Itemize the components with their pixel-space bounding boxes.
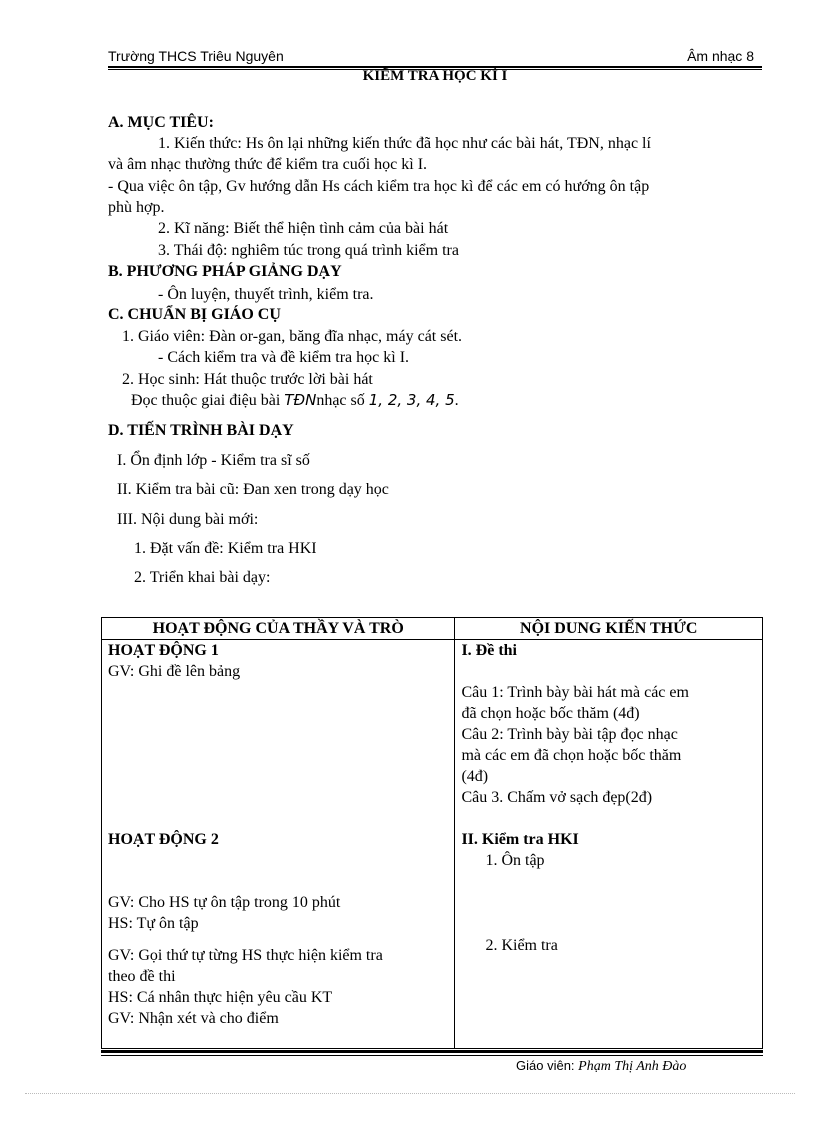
footer-rule-thin <box>101 1055 763 1056</box>
question-2-line1: Câu 2: Trình bày bài tập đọc nhạc <box>461 726 678 743</box>
footer-rule <box>101 1050 763 1053</box>
section-d-item2: II. Kiểm tra bài cũ: Đan xen trong dạy học <box>117 481 389 498</box>
activity-2-hs: HS: Tự ôn tập <box>108 915 199 932</box>
content-cell <box>455 640 763 1049</box>
activity-2-gv3-line2: theo đề thi <box>108 968 176 985</box>
page-bottom-border <box>25 1093 795 1094</box>
section-a-p2-line2: phù hợp. <box>108 199 165 216</box>
table-header-row <box>102 618 763 640</box>
lesson-table <box>101 617 763 1049</box>
section-c-p4-period: . <box>454 392 459 409</box>
section-a-p4: 3. Thái độ: nghiêm túc trong quá trình kiểm tra <box>158 242 459 259</box>
section-b-p1: - Ôn luyện, thuyết trình, kiểm tra. <box>158 286 374 303</box>
section-c-p4-numbers: 1, 2, 3, 4, 5 <box>368 391 455 409</box>
page-title: KIỂM TRA HỌC KÌ I <box>362 68 508 84</box>
section-b-heading: B. PHƯƠNG PHÁP GIẢNG DẠY <box>108 263 342 280</box>
activity-1-heading: HOẠT ĐỘNG 1 <box>108 642 219 659</box>
col2-header: NỘI DUNG KIẾN THỨC <box>455 618 763 640</box>
section-d-item4: 1. Đặt vấn đề: Kiểm tra HKI <box>134 540 317 557</box>
section-c-p3: 2. Học sinh: Hát thuộc trước lời bài hát <box>122 371 373 388</box>
section-c-heading: C. CHUẨN BỊ GIÁO CỤ <box>108 306 281 323</box>
content-s2-heading: II. Kiểm tra HKI <box>461 831 579 848</box>
activities-cell <box>102 640 455 1049</box>
activity-1-gv: GV: Ghi đề lên bảng <box>108 663 241 680</box>
page-header <box>108 48 762 66</box>
section-c-p2: - Cách kiểm tra và đề kiểm tra học kì I. <box>158 349 410 366</box>
teacher-name: Phạm Thị Anh Đào <box>578 1059 687 1074</box>
section-a-p3: 2. Kĩ năng: Biết thể hiện tình cảm của bài hát <box>158 220 449 237</box>
section-a-p2-line1: - Qua việc ôn tập, Gv hướng dẫn Hs cách kiểm tra học kì để các em có hướng ôn tập <box>108 178 650 195</box>
section-c-p4-text-c: nhạc số <box>316 392 365 409</box>
table-row <box>102 640 763 1049</box>
activity-2-gv: GV: Cho HS tự ôn tập trong 10 phút <box>108 894 341 911</box>
section-a-p1-line1: 1. Kiến thức: Hs ôn lại những kiến thức đã học như các bài hát, TĐN, nhạc lí <box>158 135 651 152</box>
teacher-signature <box>516 1058 686 1075</box>
section-c-p4-tdn: TĐN <box>284 391 317 409</box>
section-d-heading: D. TIẾN TRÌNH BÀI DẠY <box>108 422 294 439</box>
content-item-test: 2. Kiểm tra <box>485 937 558 954</box>
section-c-p4-text-a: Đọc thuộc giai điệu bài <box>131 392 281 409</box>
section-c-p4 <box>131 390 459 411</box>
section-c-p1: 1. Giáo viên: Đàn or-gan, băng đĩa nhạc, máy cát sét. <box>122 328 463 345</box>
activity-2-gv4: GV: Nhận xét và cho điểm <box>108 1010 279 1027</box>
subject-name: Âm nhạc 8 <box>687 48 754 64</box>
question-1-line2: đã chọn hoặc bốc thăm (4đ) <box>461 705 640 722</box>
section-a-heading: A. MỤC TIÊU: <box>108 114 214 131</box>
section-a-p1-line2: và âm nhạc thường thức để kiểm tra cuối học kì I. <box>108 156 428 173</box>
section-d-item5: 2. Triển khai bài dạy: <box>134 569 271 586</box>
section-d-item3: III. Nội dung bài mới: <box>117 511 259 528</box>
section-d-item1: I. Ổn định lớp - Kiểm tra sĩ số <box>117 452 310 469</box>
question-2-line3: (4đ) <box>461 768 489 785</box>
school-name: Trường THCS Triêu Nguyên <box>108 48 284 64</box>
question-1-line1: Câu 1: Trình bày bài hát mà các em <box>461 684 689 701</box>
activity-2-hs3: HS: Cá nhân thực hiện yêu cầu KT <box>108 989 333 1006</box>
activity-2-heading: HOẠT ĐỘNG 2 <box>108 831 219 848</box>
content-s1-heading: I. Đề thi <box>461 642 517 659</box>
content-item-review: 1. Ôn tập <box>485 852 545 869</box>
col1-header: HOẠT ĐỘNG CỦA THẦY VÀ TRÒ <box>102 618 455 640</box>
question-2-line2: mà các em đã chọn hoặc bốc thăm <box>461 747 682 764</box>
question-3: Câu 3. Chấm vở sạch đẹp(2đ) <box>461 789 653 806</box>
teacher-label: Giáo viên: <box>516 1058 575 1073</box>
activity-2-gv3-line1: GV: Gọi thứ tự từng HS thực hiện kiểm tra <box>108 947 383 964</box>
